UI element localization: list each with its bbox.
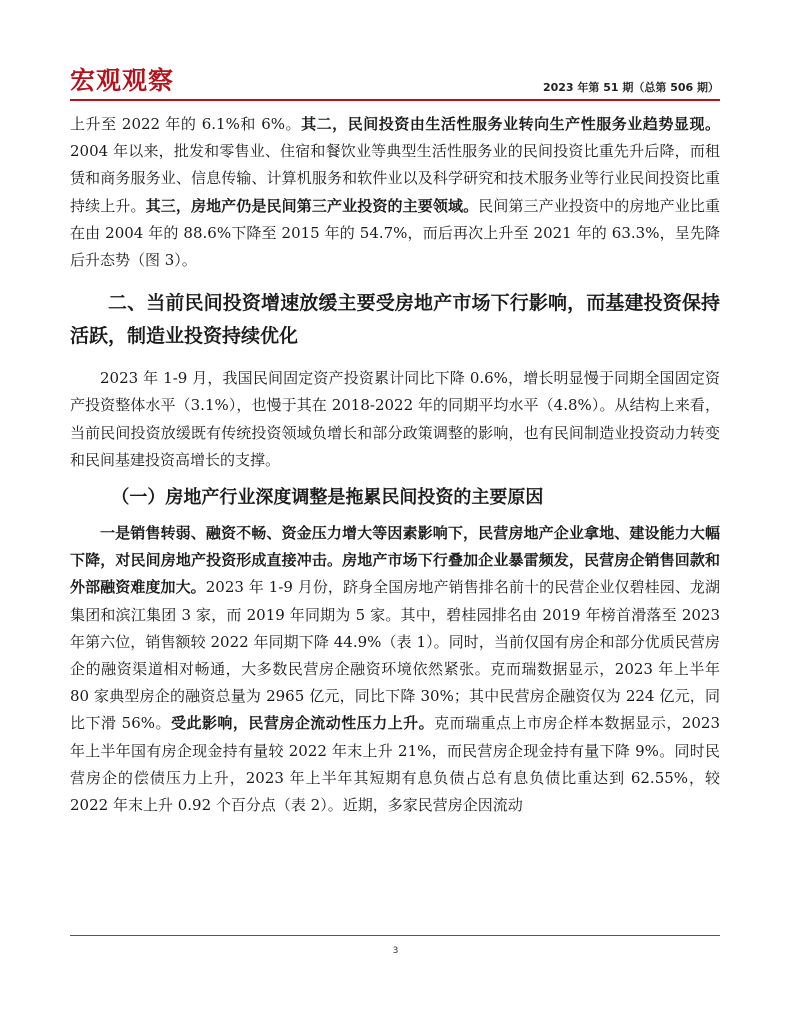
text-span: 2004 年以来，批发和零售业、住宿和餐饮业等典型生活性服务业的民间投资比重先升后降，而租赁和商务服务业、信息传输、计算机服务和软件业以及科学研究和技术服务业等行业民间投资比重持续上升。	[70, 142, 720, 215]
paragraph-real-estate	[70, 520, 720, 819]
paragraph-continued	[70, 111, 720, 274]
page-number: 3	[392, 946, 399, 956]
footer-rule	[70, 935, 720, 936]
article-body	[70, 111, 720, 819]
issue-number: 2023 年第 51 期（总第 506 期）	[542, 81, 719, 94]
text-span: 克而瑞重点上市房企样本数据显示，2023 年上半年国有房企现金持有量较 2022 年末上升 21%，而民营房企现金持有量下降 9%。同时民营房企的偿债压力上升，2023 年上半年其短期有息负债占总有息负债比重达到 62.55%，较 2022 年末上升 0.92 个百分点（表 2）。近期，多家民营房企因流动	[70, 714, 720, 815]
bold-point-3: 其三，房地产仍是民间第三产业投资的主要领域。	[145, 196, 479, 215]
subsection-heading: （一）房地产行业深度调整是拖累民间投资的主要原因	[111, 487, 544, 509]
text-span: 民间第三产业投资中的房地产业比重在由 2004 年的 88.6%下降至 2015 年的 54.7%，而后再次上升至 2021 年的 63.3%，呈先降后升态势（图 3）。	[70, 196, 720, 270]
bold-lead: 一是销售转弱、融资不畅、资金压力增大等因素影响下，民营房地产企业拿地、建设能力大幅下降，对民间房地产投资形成直接冲击。房地产市场下行叠加企业暴雷频发，民营房企销售回款和外部融资难度加大。	[70, 524, 720, 597]
bold-point-2: 其二，民间投资由生活性服务业转向生产性服务业趋势显现。	[301, 115, 720, 133]
header-rule	[70, 99, 720, 101]
section-heading: 二、当前民间投资增速放缓主要受房地产市场下行影响，而基建投资保持活跃，制造业投资持续优化	[70, 292, 720, 348]
text-span: 2023 年 1-9 月份，跻身全国房地产销售排名前十的民营企业仅碧桂园、龙湖集团和滨江集团 3 家，而 2019 年同期为 5 家。其中，碧桂园排名由 2019 年榜首滑落至 2023 年第六位，销售额较 2022 年同期下降 44.9%（表 1）。同时，当前仅国有房企和部分优质民营房企的融资渠道相对畅通，大多数民营房企融资环境依然紧张。克而瑞数据显示，2023 年上半年 80 家典型房企的融资总量为 2965 亿元，同比下降 30%；其中民营房企融资仅为 224 亿元，同比下滑 56%。	[70, 578, 720, 733]
bold-point: 受此影响，民营房企流动性压力上升。	[170, 714, 435, 733]
publication-title: 宏观观察	[70, 66, 175, 95]
paragraph-overview: 2023 年 1-9 月，我国民间固定资产投资累计同比下降 0.6%，增长明显慢于同期全国固定资产投资整体水平（3.1%），也慢于其在 2018-2022 年的同期平均水平（4.8%）。从结构上来看，当前民间投资放缓既有传统投资领域负增长和部分政策调整的影响，也有民间制造业投资动力转变和民间基建投资高增长的支撑。	[70, 369, 720, 469]
text-span: 上升至 2022 年的 6.1%和 6%。	[70, 115, 302, 133]
